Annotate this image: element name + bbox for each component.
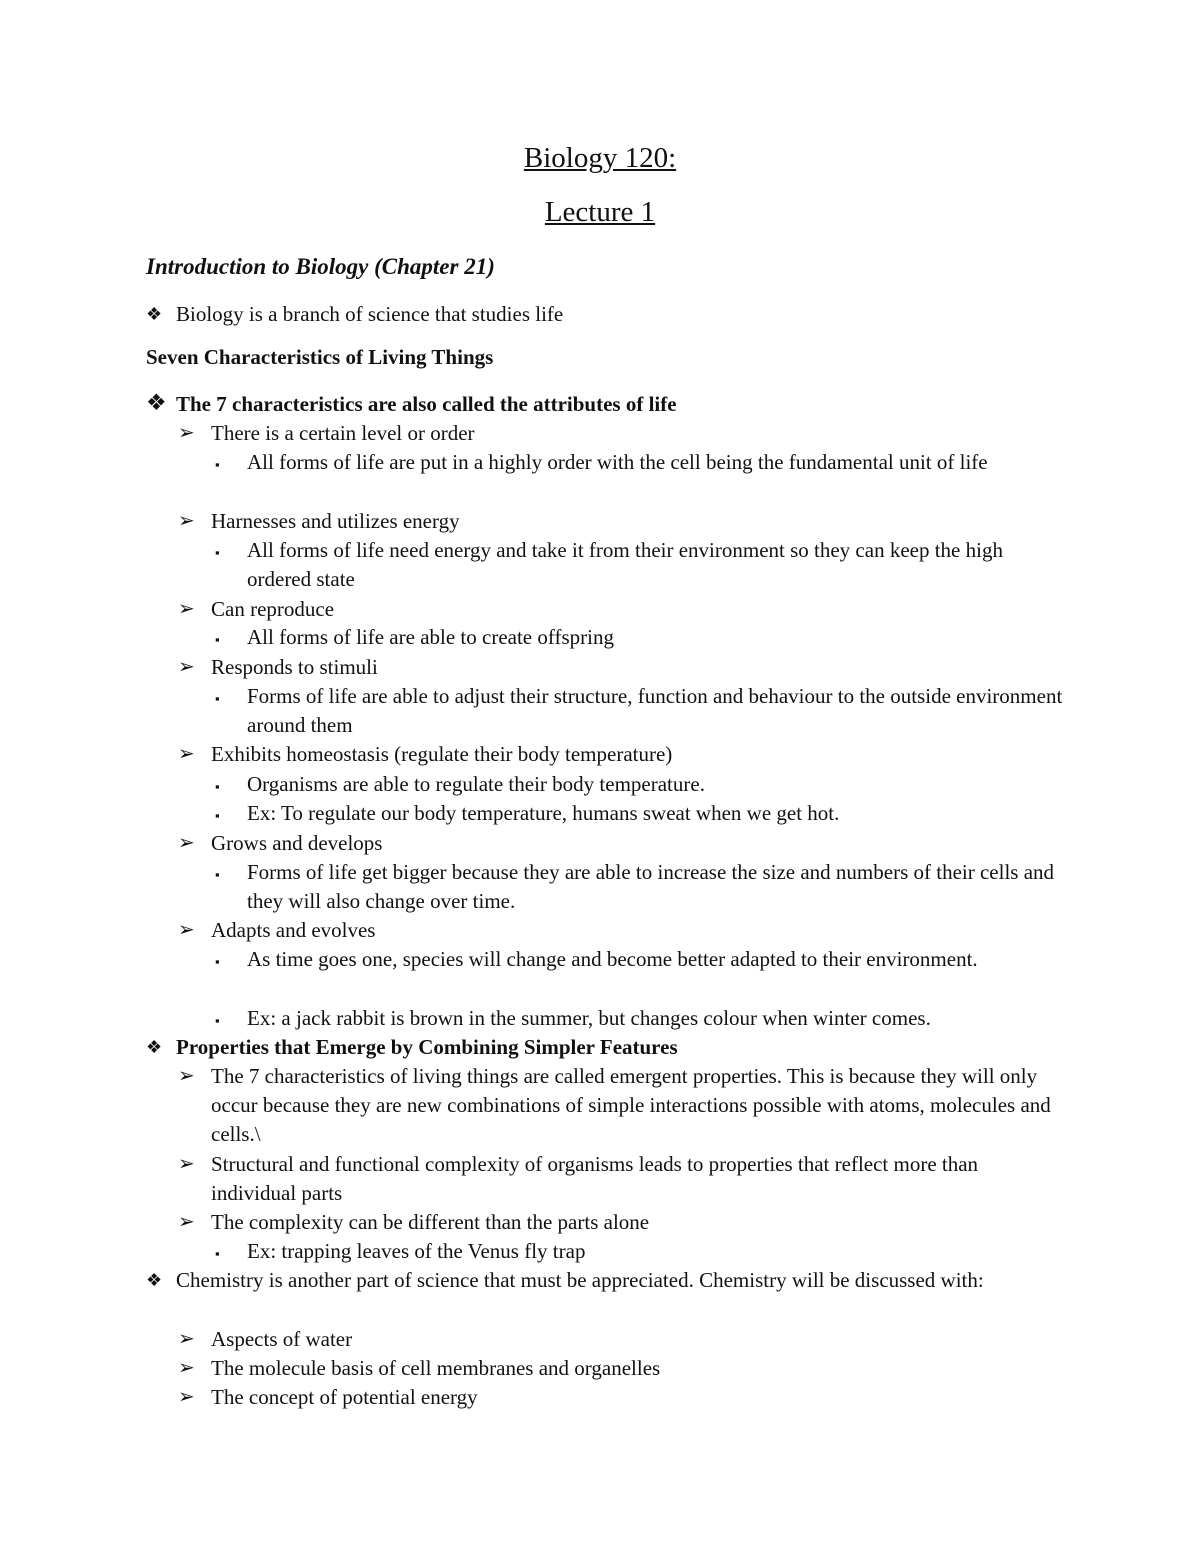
lecture-title: Lecture 1 bbox=[544, 196, 656, 228]
detail-bullet-item bbox=[213, 682, 1068, 740]
sub-bullet-item bbox=[178, 1062, 1068, 1149]
detail-bullet-item bbox=[213, 858, 1068, 916]
diamond-bullet-icon: ❖ bbox=[146, 1270, 163, 1290]
sub-bullet-item bbox=[178, 1208, 1068, 1237]
section-heading: Seven Characteristics of Living Things bbox=[146, 345, 494, 369]
arrow-bullet-icon: ➢ bbox=[178, 743, 195, 765]
arrow-bullet-icon: ➢ bbox=[178, 1328, 195, 1350]
square-bullet-icon: ▪ bbox=[215, 457, 220, 472]
diamond-bullet-icon: ❖ bbox=[146, 390, 167, 415]
bullet-text: Grows and develops bbox=[211, 831, 383, 855]
square-bullet-icon: ▪ bbox=[215, 691, 220, 706]
bullet-text: Forms of life get bigger because they are able to increase the size and numbers of their cells and they will also change over time. bbox=[247, 860, 1055, 913]
bullet-text: All forms of life need energy and take it from their environment so they can keep the high ordered state bbox=[247, 538, 1003, 591]
square-bullet-icon: ▪ bbox=[215, 808, 220, 823]
bullet-text: Adapts and evolves bbox=[211, 918, 376, 942]
bullet-text: Chemistry is another part of science that must be appreciated. Chemistry will be discussed with: bbox=[176, 1268, 984, 1292]
square-bullet-icon: ▪ bbox=[215, 1246, 220, 1261]
arrow-bullet-icon: ➢ bbox=[178, 598, 195, 620]
bullet-text: Forms of life are able to adjust their structure, function and behaviour to the outside environment around them bbox=[247, 684, 1063, 737]
bullet-text: All forms of life are put in a highly order with the cell being the fundamental unit of life bbox=[247, 450, 988, 474]
square-bullet-icon: ▪ bbox=[215, 954, 220, 969]
arrow-bullet-icon: ➢ bbox=[178, 1386, 195, 1408]
document-title: Biology 120: bbox=[523, 142, 677, 174]
bullet-text: Aspects of water bbox=[211, 1327, 353, 1351]
bullet-text: Properties that Emerge by Combining Simpler Features bbox=[176, 1035, 678, 1059]
sub-bullet-item bbox=[178, 1150, 1068, 1208]
detail-bullet-item bbox=[213, 448, 1068, 477]
sub-bullet-item bbox=[178, 595, 1068, 624]
arrow-bullet-icon: ➢ bbox=[178, 832, 195, 854]
arrow-bullet-icon: ➢ bbox=[178, 1211, 195, 1233]
square-bullet-icon: ▪ bbox=[215, 632, 220, 647]
arrow-bullet-icon: ➢ bbox=[178, 510, 195, 532]
bullet-item bbox=[146, 1266, 1066, 1295]
bullet-text: Structural and functional complexity of organisms leads to properties that reflect more than individual parts bbox=[211, 1152, 979, 1205]
sub-bullet-item bbox=[178, 507, 1068, 536]
bullet-text: Ex: a jack rabbit is brown in the summer, but changes colour when winter comes. bbox=[247, 1006, 931, 1030]
bullet-text: Responds to stimuli bbox=[211, 655, 378, 679]
bullet-text: Harnesses and utilizes energy bbox=[211, 509, 460, 533]
diamond-bullet-icon: ❖ bbox=[146, 304, 163, 324]
intro-bullet-text: Biology is a branch of science that studies life bbox=[176, 302, 564, 326]
bullet-item bbox=[146, 1033, 1066, 1062]
bullet-text: The concept of potential energy bbox=[211, 1385, 478, 1409]
diamond-bullet-icon: ❖ bbox=[146, 1037, 163, 1057]
sub-bullet-item bbox=[178, 653, 1068, 682]
arrow-bullet-icon: ➢ bbox=[178, 1357, 195, 1379]
bullet-text: As time goes one, species will change and become better adapted to their environment. bbox=[247, 947, 978, 971]
bullet-text: Organisms are able to regulate their body temperature. bbox=[247, 772, 705, 796]
bullet-text: Ex: trapping leaves of the Venus fly trap bbox=[247, 1239, 586, 1263]
detail-bullet-item bbox=[213, 945, 1068, 974]
square-bullet-icon: ▪ bbox=[215, 1013, 220, 1028]
bullet-text: Exhibits homeostasis (regulate their body temperature) bbox=[211, 742, 673, 766]
bullet-text: The molecule basis of cell membranes and organelles bbox=[211, 1356, 661, 1380]
detail-bullet-item bbox=[213, 623, 1068, 652]
intro-bullet bbox=[146, 300, 1066, 329]
sub-bullet-item bbox=[178, 740, 1068, 769]
bullet-item bbox=[146, 390, 1066, 419]
sub-bullet-item bbox=[178, 916, 1068, 945]
arrow-bullet-icon: ➢ bbox=[178, 656, 195, 678]
square-bullet-icon: ▪ bbox=[215, 545, 220, 560]
bullet-text: Can reproduce bbox=[211, 597, 335, 621]
detail-bullet-item bbox=[213, 536, 1068, 594]
arrow-bullet-icon: ➢ bbox=[178, 1065, 195, 1087]
detail-bullet-item bbox=[213, 1237, 1068, 1266]
sub-bullet-item bbox=[178, 829, 1068, 858]
sub-bullet-item bbox=[178, 1325, 1068, 1354]
arrow-bullet-icon: ➢ bbox=[178, 422, 195, 444]
sub-bullet-item bbox=[178, 1354, 1068, 1383]
detail-bullet-item bbox=[213, 770, 1068, 799]
bullet-text: The 7 characteristics are also called the attributes of life bbox=[176, 392, 677, 416]
detail-bullet-item bbox=[213, 1004, 1068, 1033]
bullet-text: The 7 characteristics of living things are called emergent properties. This is because they will only occur because they are new combinations of simple interactions possible with atoms, molecules and cells.\ bbox=[211, 1064, 1051, 1146]
bullet-text: The complexity can be different than the parts alone bbox=[211, 1210, 650, 1234]
bullet-text: There is a certain level or order bbox=[211, 421, 475, 445]
square-bullet-icon: ▪ bbox=[215, 779, 220, 794]
detail-bullet-item bbox=[213, 799, 1068, 828]
bullet-text: All forms of life are able to create offspring bbox=[247, 625, 614, 649]
arrow-bullet-icon: ➢ bbox=[178, 1153, 195, 1175]
sub-bullet-item bbox=[178, 1383, 1068, 1412]
square-bullet-icon: ▪ bbox=[215, 867, 220, 882]
arrow-bullet-icon: ➢ bbox=[178, 919, 195, 941]
bullet-text: Ex: To regulate our body temperature, humans sweat when we get hot. bbox=[247, 801, 840, 825]
sub-bullet-item bbox=[178, 419, 1068, 448]
chapter-heading: Introduction to Biology (Chapter 21) bbox=[146, 254, 495, 279]
